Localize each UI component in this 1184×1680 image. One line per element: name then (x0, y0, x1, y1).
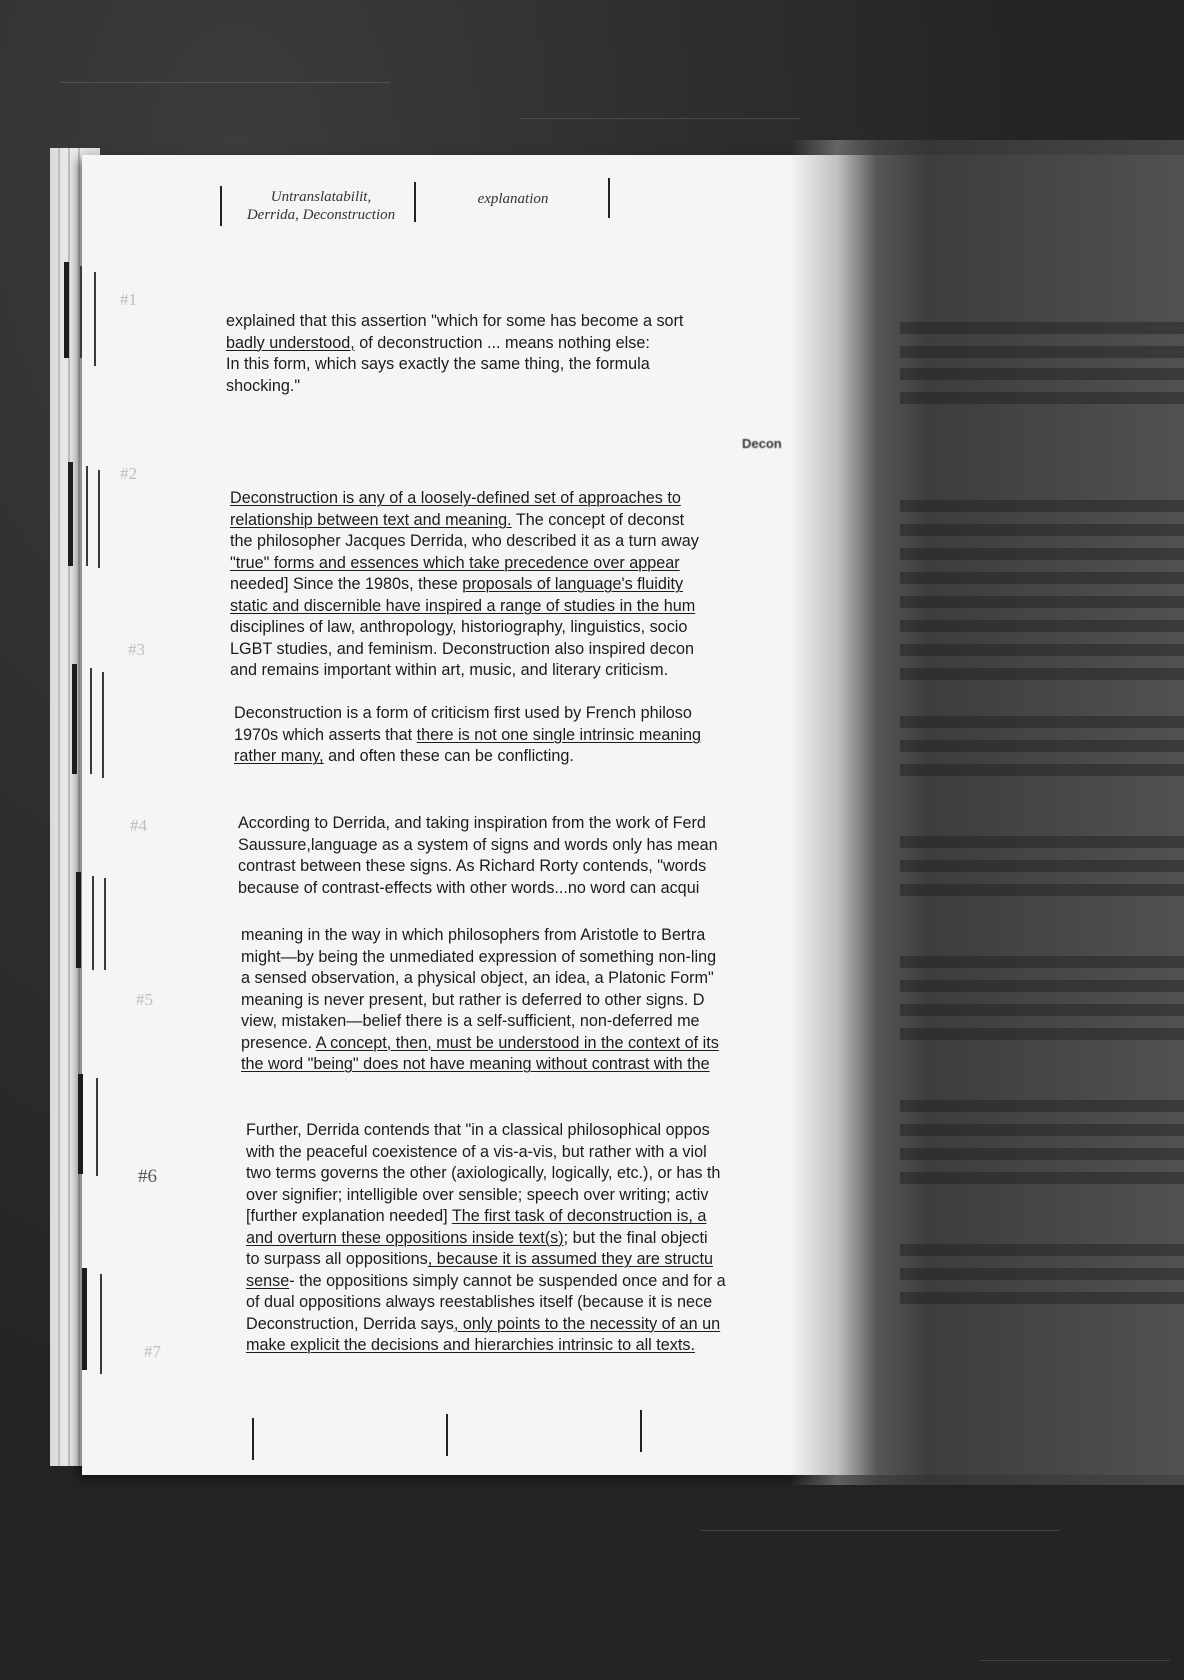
text-span: Deconstruction, Derrida says (246, 1314, 454, 1333)
blurred-text-line (900, 764, 1184, 776)
surface-scratch (980, 1660, 1170, 1661)
underlined-phrase: proposals of language's fluidity (462, 575, 684, 593)
paragraph-marker-4: #4 (130, 816, 147, 835)
edge-tab-bar (96, 1078, 98, 1176)
paragraph-6 (246, 1120, 726, 1357)
edge-tab-bar (76, 872, 81, 968)
text-line: Deconstruction is a form of criticism first used by French philoso (234, 704, 692, 722)
edge-tab-bar (68, 462, 73, 566)
blurred-text-line (900, 956, 1184, 968)
edge-tab-bar (82, 1268, 87, 1370)
underlined-phrase: sense (246, 1271, 290, 1290)
blurred-text-line (900, 620, 1184, 632)
paragraph-marker-2: #2 (120, 464, 137, 483)
surface-scratch (60, 82, 390, 83)
blurred-text-line (900, 1124, 1184, 1136)
text-line (230, 510, 699, 532)
text-span: of deconstruction ... means nothing else: (354, 333, 650, 352)
blurred-facing-page (790, 140, 1184, 1485)
blurred-text-line (900, 548, 1184, 560)
underlined-line: static and discernible have inspired a range of studies in the hum (230, 596, 696, 615)
paragraph-marker-7: #7 (144, 1342, 161, 1361)
underlined-phrase: relationship between text and meaning. (230, 510, 512, 529)
text-line: shocking." (226, 376, 301, 395)
underlined-phrase: The first task of deconstruction is, a (451, 1207, 707, 1225)
blurred-text-line (900, 346, 1184, 358)
text-line (246, 1271, 726, 1293)
blurred-text-line (900, 1028, 1184, 1040)
underlined-line: Deconstruction is any of a loosely-defined set of approaches to (230, 489, 681, 507)
edge-tab-bar (78, 1074, 83, 1174)
underlined-line: make explicit the decisions and hierarchies intrinsic to all texts. (246, 1336, 695, 1354)
blurred-text-line (900, 368, 1184, 380)
text-span: to surpass all oppositions (246, 1250, 428, 1268)
surface-scratch (520, 118, 800, 119)
footer-divider (640, 1410, 642, 1452)
header-divider (414, 182, 416, 222)
underlined-phrase: and overturn these oppositions inside text(s) (246, 1228, 564, 1247)
paragraph-3 (234, 703, 701, 768)
text-line: In this form, which says exactly the same thing, the formula (226, 355, 650, 373)
edge-tab-bar (72, 664, 77, 774)
header-section: explanation (477, 191, 549, 207)
blurred-text-line (900, 524, 1184, 536)
footer-divider (446, 1414, 448, 1456)
text-line: of dual oppositions always reestablishes itself (because it is nece (246, 1293, 713, 1311)
text-line (246, 1249, 726, 1271)
text-span: ; but the final objecti (563, 1228, 708, 1247)
underlined-phrase: , only points to the necessity of an un (453, 1314, 721, 1333)
edge-tab-bar (104, 878, 106, 970)
edge-tab-bar (102, 672, 104, 778)
header-divider (608, 178, 610, 218)
text-line: meaning in the way in which philosophers from Aristotle to Bertra (241, 926, 706, 944)
paragraph-marker-1: #1 (120, 290, 137, 309)
paragraph-marker-6: #6 (138, 1166, 157, 1187)
text-line (246, 1228, 726, 1250)
blurred-text-line (900, 668, 1184, 680)
blurred-text-line (900, 392, 1184, 404)
text-line: with the peaceful coexistence of a vis-a-vis, but rather with a viol (246, 1142, 707, 1161)
text-span: presence. (241, 1033, 316, 1052)
text-line: According to Derrida, and taking inspiration from the work of Ferd (238, 814, 706, 832)
blurred-text-line (900, 644, 1184, 656)
blurred-text-line (900, 500, 1184, 512)
text-line: Saussure,language as a system of signs and words only has mean (238, 835, 718, 854)
blurred-text-line (900, 1292, 1184, 1304)
text-line: two terms governs the other (axiologically, logically, etc.), or has th (246, 1164, 721, 1182)
text-line (246, 1314, 726, 1336)
blurred-text-line (900, 572, 1184, 584)
edge-tab-bar (100, 1274, 102, 1374)
text-line: meaning is never present, but rather is deferred to other signs. D (241, 990, 705, 1009)
underlined-phrase: there is not one single intrinsic meaning (416, 725, 701, 744)
text-line (234, 746, 701, 768)
text-span: 1970s which asserts that (234, 725, 417, 744)
blurred-text-line (900, 860, 1184, 872)
underlined-line: "true" forms and essences which take precedence over appear (230, 553, 680, 572)
edge-tab-bar (90, 668, 92, 774)
blurred-text-line (900, 836, 1184, 848)
paragraph-5 (241, 925, 719, 1076)
text-span: - the oppositions simply cannot be suspended once and for a (289, 1271, 726, 1290)
underlined-phrase: A concept, then, must be understood in the context of its (315, 1033, 719, 1052)
blurred-text-line (900, 884, 1184, 896)
text-line (234, 725, 701, 747)
header-title (236, 188, 406, 224)
edge-tab-bar (92, 876, 94, 970)
edge-tab-bar (86, 466, 88, 566)
blurred-text-line (900, 1172, 1184, 1184)
header-divider (220, 186, 222, 226)
text-line: view, mistaken—belief there is a self-sufficient, non-deferred me (241, 1012, 700, 1030)
text-line: and remains important within art, music, and literary criticism. (230, 661, 669, 679)
underlined-phrase: , because it is assumed they are structu (427, 1250, 713, 1268)
underlined-line: the word "being" does not have meaning without contrast with the (241, 1055, 710, 1073)
underlined-phrase: badly understood, (226, 333, 355, 352)
blurred-text-line (900, 1268, 1184, 1280)
edge-tab-bar (64, 262, 69, 358)
header-title-line2: Derrida, Deconstruction (246, 207, 396, 223)
surface-scratch (700, 1530, 1060, 1531)
underlined-phrase: rather many, (234, 747, 324, 765)
text-line: the philosopher Jacques Derrida, who described it as a turn away (230, 532, 699, 550)
blurred-text-line (900, 716, 1184, 728)
edge-tab-bar (80, 266, 82, 358)
text-span: The concept of deconst (511, 510, 685, 529)
text-line: contrast between these signs. As Richard Rorty contends, "words (238, 857, 707, 875)
text-line: over signifier; intelligible over sensible; speech over writing; activ (246, 1185, 709, 1204)
text-span: needed] Since the 1980s, these (230, 575, 463, 593)
text-line: a sensed observation, a physical object, an idea, a Platonic Form" (241, 969, 714, 987)
blurred-text-line (900, 980, 1184, 992)
blurred-text-line (900, 1004, 1184, 1016)
text-line: explained that this assertion "which for some has become a sort (226, 312, 684, 330)
paragraph-2 (230, 488, 699, 682)
edge-tab-bar (98, 470, 100, 568)
text-line: LGBT studies, and feminism. Deconstruction also inspired decon (230, 639, 694, 658)
blurred-text-line (900, 322, 1184, 334)
text-line: might—by being the unmediated expression of something non-ling (241, 947, 717, 966)
footer-divider (252, 1418, 254, 1460)
header-title-line1: Untranslatabilit, (270, 189, 372, 205)
text-line (230, 574, 699, 596)
text-span: [further explanation needed] (246, 1207, 452, 1225)
blurred-text-line (900, 1100, 1184, 1112)
text-line: Further, Derrida contends that "in a classical philosophical oppos (246, 1121, 710, 1139)
blurred-text-line (900, 596, 1184, 608)
text-line (241, 1033, 719, 1055)
paragraph-marker-3: #3 (128, 640, 145, 659)
text-line: disciplines of law, anthropology, historiography, linguistics, socio (230, 618, 688, 636)
text-line (246, 1206, 726, 1228)
blurred-text-line (900, 740, 1184, 752)
paragraph-4 (238, 813, 718, 899)
blurred-text-line (900, 1244, 1184, 1256)
edge-tab-bar (94, 272, 96, 366)
page-edge-line (58, 148, 60, 1466)
text-span: and often these can be conflicting. (323, 747, 574, 765)
text-line (226, 333, 683, 355)
paragraph-1 (226, 311, 683, 397)
blurred-text-line (900, 1148, 1184, 1160)
paragraph-marker-5: #5 (136, 990, 153, 1009)
section-heading: Decon (742, 436, 782, 451)
text-line: because of contrast-effects with other words...no word can acqui (238, 878, 700, 897)
